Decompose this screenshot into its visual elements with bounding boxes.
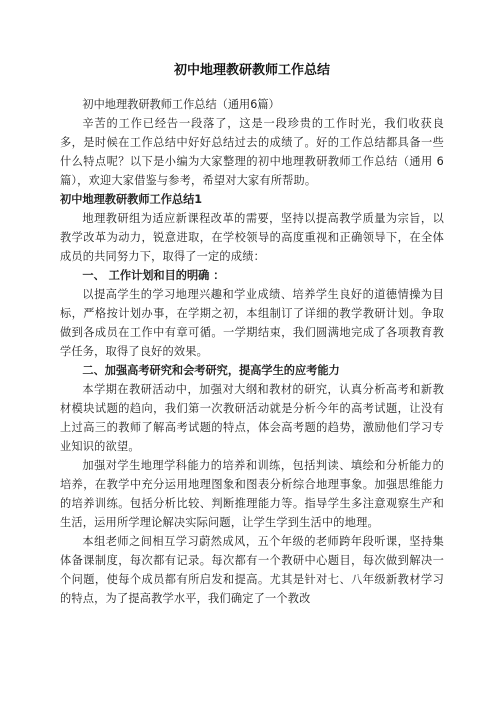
section-intro-paragraph: 地理教研组为适应新课程改革的需要，坚持以提高教学质量为宗旨，以教学改革为动力，锐意进取，在学校领导的高度重视和正确领导下，在全体成员的共同努力下，取得了一定的成绩： [60, 212, 444, 263]
point-paragraph-2c: 本组老师之间相互学习蔚然成风，五个年级的老师跨年段听课，坚持集体备课制度，每次都有记录。每次都有一个教研中心题目，每次做到解决一个问题，使每个成员都有所启发和提高。尤其是针对七、八年级新教材学习的特点，为了提高教学水平，我们确定了一个教改 [60, 535, 444, 605]
document-subtitle: 初中地理教研教师工作总结（通用6篇） [82, 98, 280, 111]
document-title: 初中地理教研教师工作总结 [173, 63, 330, 78]
point-paragraph-1: 以提高学生的学习地理兴趣和学业成绩、培养学生良好的道德情操为目标，严格按计划办事，在学期之初，本组制订了详细的教学教研计划。争取做到各成员在工作中有章可循。一学期结束，我们圆满地完成了各项教育教学任务，取得了良好的效果。 [60, 288, 444, 358]
intro-paragraph: 辛苦的工作已经告一段落了，这是一段珍贵的工作时光，我们收获良多，是时候在工作总结中好好总结过去的成绩了。好的工作总结都具备一些什么特点呢？以下是小编为大家整理的初中地理教研教师工作总结（通用 6 篇），欢迎大家借鉴与参考，希望对大家有所帮助。 [60, 117, 444, 187]
point-heading-1: 一、 工作计划和目的明确 ： [82, 269, 225, 282]
point-paragraph-2b: 加强对学生地理学科能力的培养和训练，包括判读、填绘和分析能力的培养，在教学中充分运用地理图象和图表分析综合地理事象。加强思维能力的培养训练。包括分析比较、判断推理能力等。指导学生多注意观察生产和生活，运用所学理论解决实际问题，让学生学到生活中的地理。 [60, 459, 444, 529]
section-heading-1: 初中地理教研教师工作总结1 [60, 193, 203, 206]
point-paragraph-2a: 本学期在教研活动中，加强对大纲和教材的研究，认真分析高考和新教材模块试题的趋向，我们第一次教研活动就是分析今年的高考试题，让没有上过高三的教师了解高考试题的特点，体会高考题的趋势，激励他们学习专业知识的欲望。 [60, 383, 444, 453]
point-heading-2: 二、加强高考研究和会考研究，提高学生的应考能力 [82, 364, 340, 377]
